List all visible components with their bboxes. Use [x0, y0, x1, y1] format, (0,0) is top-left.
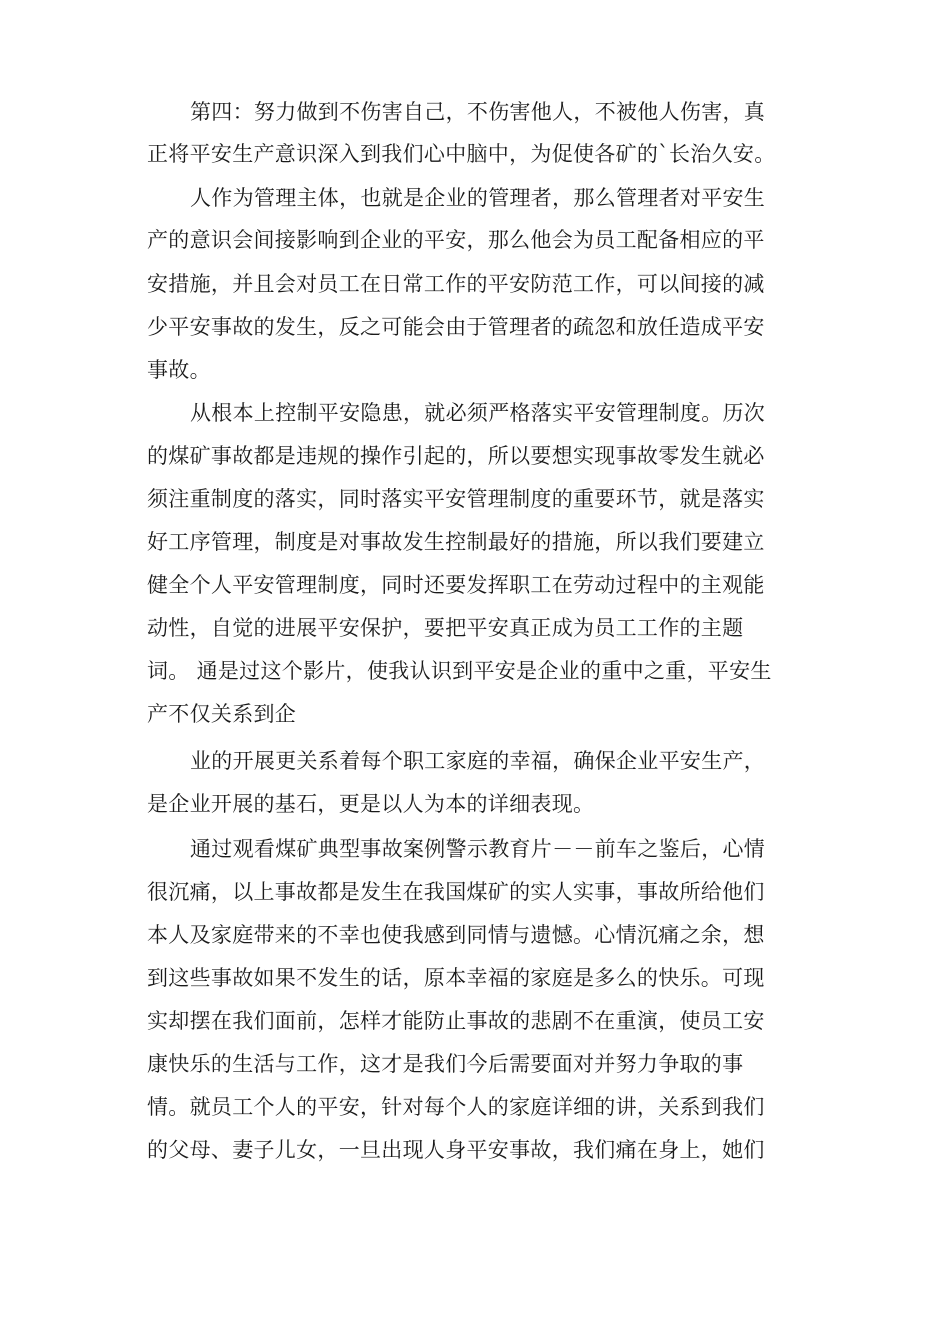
text-line: 情。就员工个人的平安，针对每个人的家庭详细的讲，关系到我们 [147, 1095, 765, 1119]
text-line: 少平安事故的发生，反之可能会由于管理者的疏忽和放任造成平安 [147, 315, 765, 339]
text-line: 通过观看煤矿典型事故案例警示教育片－－前车之鉴后，心情 [190, 837, 766, 861]
text-line: 的父母、妻子儿女，一旦出现人身平安事故，我们痛在身上，她们 [147, 1138, 765, 1162]
text-line: 事故。 [147, 358, 211, 382]
text-line: 产的意识会间接影响到企业的平安，那么他会为员工配备相应的平 [147, 228, 765, 252]
text-line: 人作为管理主体，也就是企业的管理者，那么管理者对平安生 [190, 186, 766, 210]
text-line: 健全个人平安管理制度，同时还要发挥职工在劳动过程中的主观能 [147, 573, 765, 597]
text-line: 安措施，并且会对员工在日常工作的平安防范工作，可以间接的减 [147, 272, 765, 296]
text-line: 从根本上控制平安隐患，就必须严格落实平安管理制度。历次 [190, 401, 766, 425]
text-line: 产不仅关系到企 [147, 702, 297, 726]
text-line: 业的开展更关系着每个职工家庭的幸福，确保企业平安生产， [190, 749, 766, 773]
text-line: 须注重制度的落实，同时落实平安管理制度的重要环节，就是落实 [147, 487, 765, 511]
text-line: 康快乐的生活与工作，这才是我们今后需要面对并努力争取的事 [147, 1052, 744, 1076]
text-line: 是企业开展的基石，更是以人为本的详细表现。 [147, 792, 595, 816]
text-line: 好工序管理，制度是对事故发生控制最好的措施，所以我们要建立 [147, 530, 765, 554]
text-line: 词。 通是过这个影片，使我认识到平安是企业的重中之重，平安生 [147, 659, 772, 683]
text-line: 第四：努力做到不伤害自己，不伤害他人，不被他人伤害，真 [190, 100, 766, 124]
text-line: 实却摆在我们面前，怎样才能防止事故的悲剧不在重演，使员工安 [147, 1009, 765, 1033]
text-line: 的煤矿事故都是违规的操作引起的，所以要想实现事故零发生就必 [147, 444, 765, 468]
text-line: 本人及家庭带来的不幸也使我感到同情与遗憾。心情沉痛之余，想 [147, 923, 765, 947]
text-line: 很沉痛，以上事故都是发生在我国煤矿的实人实事，事故所给他们 [147, 880, 765, 904]
text-line: 正将平安生产意识深入到我们心中脑中，为促使各矿的`长治久安。 [147, 142, 776, 166]
text-line: 到这些事故如果不发生的话，原本幸福的家庭是多么的快乐。可现 [147, 966, 765, 990]
text-line: 动性，自觉的进展平安保护，要把平安真正成为员工工作的主题 [147, 616, 744, 640]
